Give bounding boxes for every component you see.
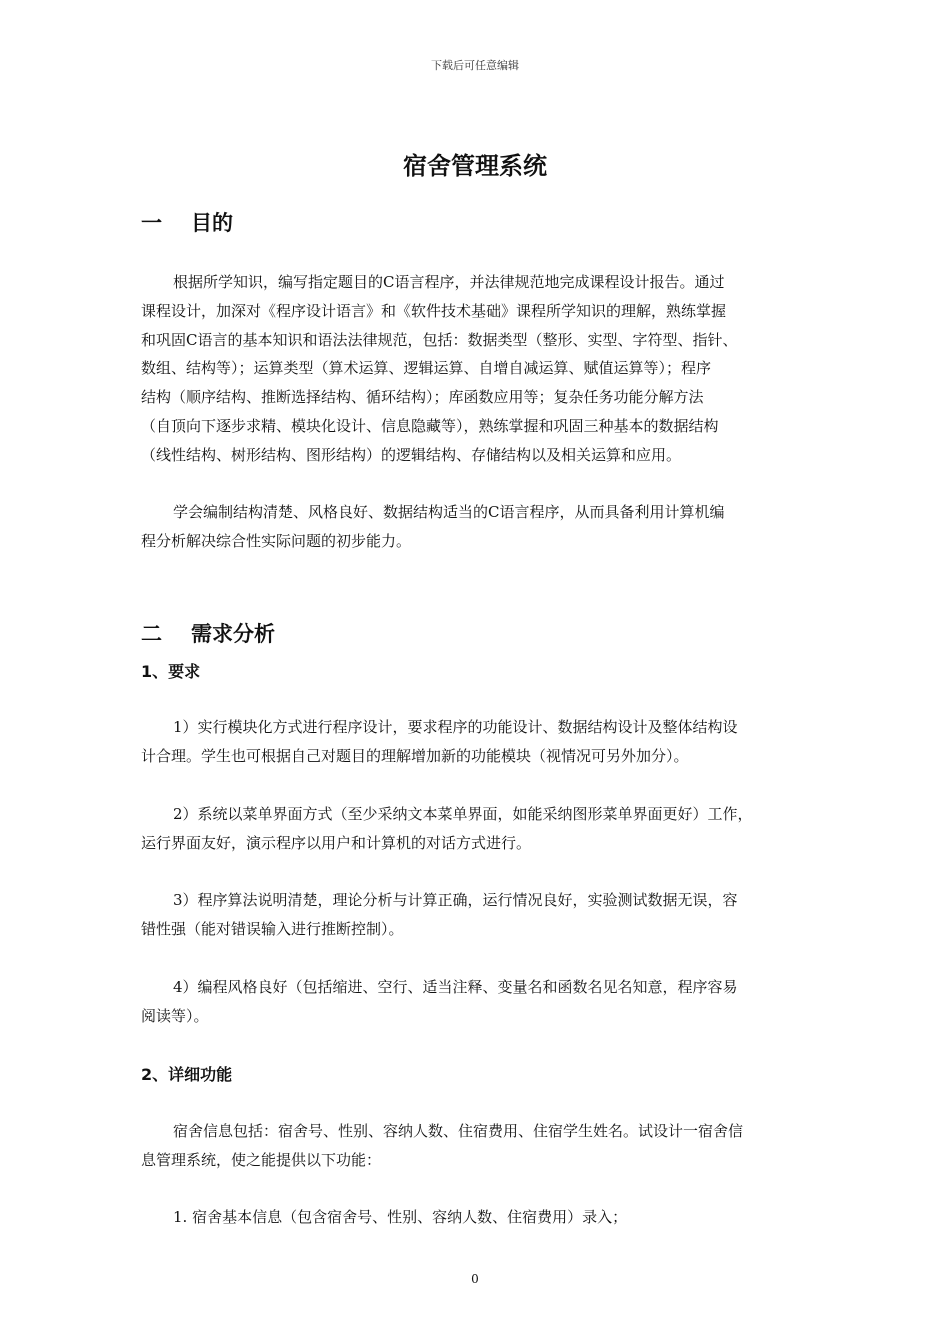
paragraph-line: 学会编制结构清楚、风格良好、数据结构适当的C语言程序，从而具备利用计算机编 — [173, 503, 725, 521]
section-number: 一 — [141, 211, 162, 235]
paragraph-line: 1）实行模块化方式进行程序设计，要求程序的功能设计、数据结构设计及整体结构设 — [173, 718, 738, 736]
paragraph-line: 息管理系统，使之能提供以下功能： — [141, 1151, 382, 1169]
paragraph-line: 数组、结构等）；运算类型（算术运算、逻辑运算、自增自减运算、赋值运算等）；程序 — [141, 359, 712, 377]
subsection-heading: 2、详细功能 — [141, 1065, 233, 1084]
paragraph-line: 计合理。学生也可根据自己对题目的理解增加新的功能模块（视情况可另外加分）。 — [141, 747, 689, 765]
paragraph-line: 和巩固C语言的基本知识和语法法律规范，包括：数据类型（整形、实型、字符型、指针、 — [141, 331, 738, 349]
page-header-note: 下载后可任意编辑 — [431, 59, 519, 72]
paragraph-line: 宿舍信息包括：宿舍号、性别、容纳人数、住宿费用、住宿学生姓名。试设计一宿舍信 — [173, 1122, 744, 1140]
section-heading-purpose — [141, 207, 233, 237]
paragraph-line: 课程设计，加深对《程序设计语言》和《软件技术基础》课程所学知识的理解，熟练掌握 — [141, 302, 727, 320]
section-number: 二 — [141, 622, 162, 646]
page-number: 0 — [471, 1272, 479, 1286]
subsection-heading: 1、要求 — [141, 662, 201, 681]
paragraph-line: 4）编程风格良好（包括缩进、空行、适当注释、变量名和函数名见名知意，程序容易 — [173, 978, 738, 996]
paragraph-line: （线性结构、树形结构、图形结构）的逻辑结构、存储结构以及相关运算和应用。 — [141, 446, 682, 464]
paragraph-line: 3）程序算法说明清楚，理论分析与计算正确，运行情况良好，实验测试数据无误，容 — [173, 891, 738, 909]
section-title: 目的 — [191, 211, 233, 235]
paragraph-line: 程分析解决综合性实际问题的初步能力。 — [141, 532, 412, 550]
section-heading-requirements — [141, 618, 275, 648]
paragraph-line: 阅读等）。 — [141, 1007, 209, 1025]
section-title: 需求分析 — [191, 622, 275, 646]
paragraph-line: 运行界面友好，演示程序以用户和计算机的对话方式进行。 — [141, 834, 532, 852]
paragraph-line: 2）系统以菜单界面方式（至少采纳文本菜单界面，如能采纳图形菜单界面更好）工作， — [173, 805, 753, 823]
paragraph-line: 结构（顺序结构、推断选择结构、循环结构）；库函数应用等；复杂任务功能分解方法 — [141, 388, 704, 406]
document-title: 宿舍管理系统 — [403, 152, 547, 180]
paragraph-line: 根据所学知识，编写指定题目的C语言程序，并法律规范地完成课程设计报告。通过 — [173, 273, 725, 291]
paragraph-line: 错性强（能对错误输入进行推断控制）。 — [141, 920, 404, 938]
list-item: 1. 宿舍基本信息（包含宿舍号、性别、容纳人数、住宿费用）录入； — [173, 1208, 628, 1226]
paragraph-line: （自顶向下逐步求精、模块化设计、信息隐藏等），熟练掌握和巩固三种基本的数据结构 — [141, 417, 719, 435]
